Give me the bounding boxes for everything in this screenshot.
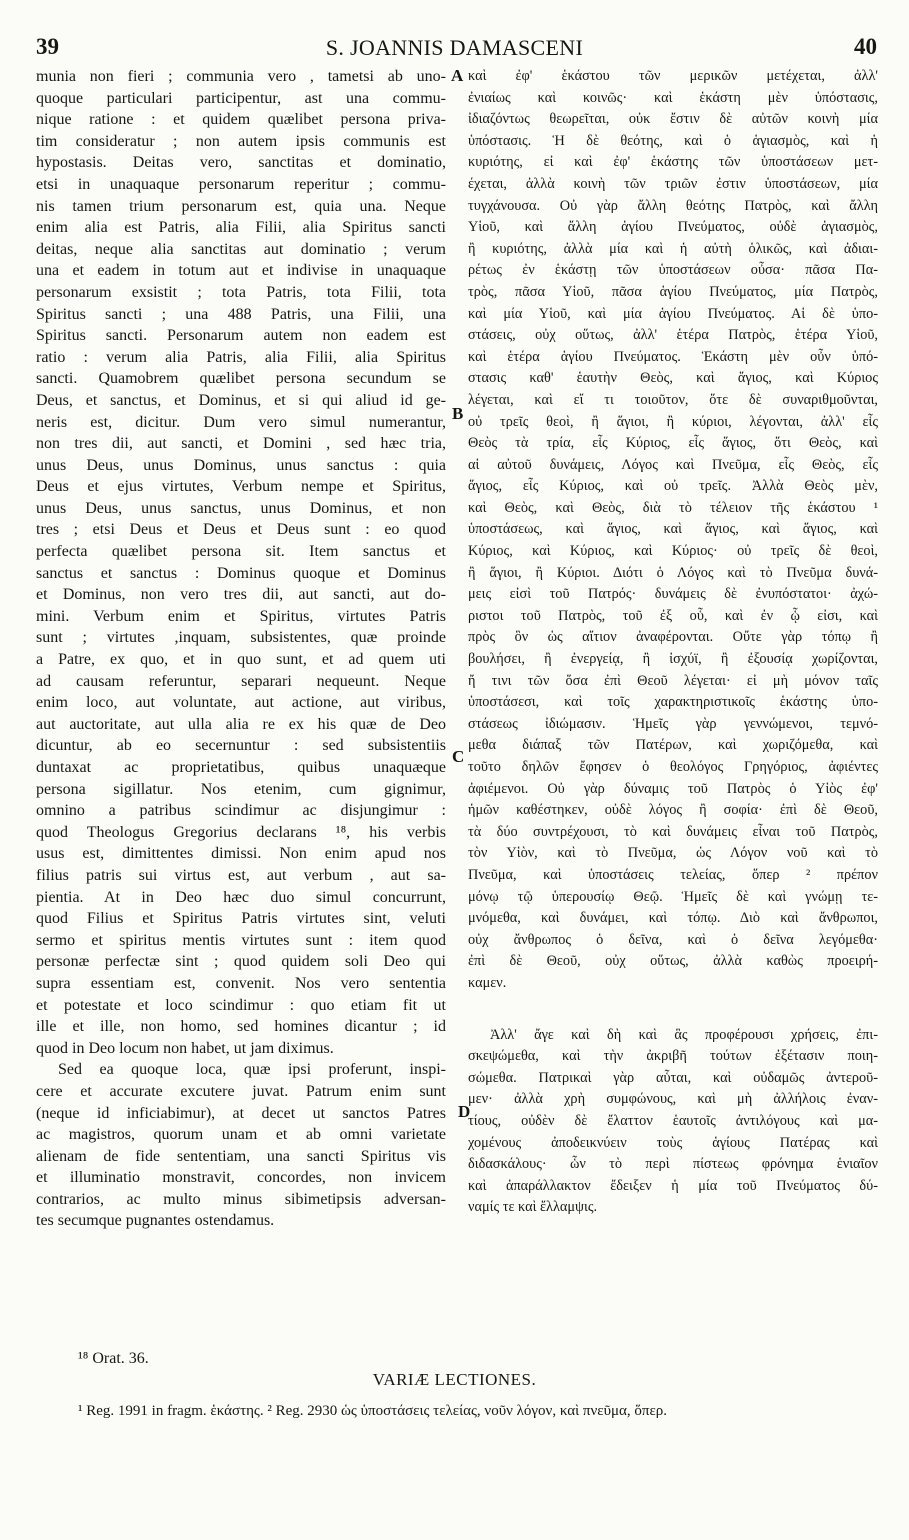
margin-mark-c: C	[452, 747, 465, 766]
latin-line: quod Theologus Gregorius declarans ¹⁸, his verbis	[36, 823, 446, 841]
latin-line: Deus et ejus virtutes, Verbum nempe et Spiritus,	[36, 478, 446, 496]
greek-line: καὶ Θεὸς, καὶ Θεὸς, διὰ τὸ τέλειον τῆς ἑκάστου ¹	[468, 499, 878, 516]
greek-line: καὶ ἀπαράλλακτον ἔδειξεν ἡ μία τοῦ Πνεύματος δύ-	[468, 1177, 878, 1194]
latin-line: ratio : verum alia Patris, alia Filii, alia Spiritus	[36, 348, 446, 366]
margin-mark-a: A	[451, 66, 464, 85]
latin-line: contrarios, ac multo minus sibimetipsis adversan-	[36, 1190, 446, 1208]
greek-line: Ἀλλ' ἄγε καὶ δὴ καὶ ἃς προφέρουσι χρήσεις, ἐπι-	[490, 1026, 878, 1043]
latin-line: personarum exsistit ; tota Patris, tota Filii, tota	[36, 283, 446, 301]
greek-line: Θεὸς τὰ τρία, εἷς Κύριος, εἷς ἅγιος, ὅτι Θεὸς, καὶ	[468, 435, 878, 452]
footnote: ¹⁸ Orat. 36.	[78, 1350, 149, 1367]
greek-line: πρὸς ὃν ὡς αἴτιον ἀναφέρονται. Οὔτε γὰρ τόπῳ ἢ	[468, 629, 878, 646]
latin-line: etsi in unaquaque personarum reperitur ; commu-	[36, 175, 446, 193]
latin-line: alienam de fide sententiam, una sancti Spiritus vis	[36, 1147, 446, 1165]
greek-line: οὐ τρεῖς θεοὶ, ἢ ἅγιοι, ἢ κύριοι, λέγονται, ἀλλ' εἷς	[468, 413, 878, 430]
greek-line: ριστοι τοῦ Πατρὸς, τοῦ ἐξ οὗ, καὶ ἐν ᾧ εἰσι, καὶ	[468, 607, 878, 624]
greek-line: τὸν Υἱὸν, καὶ τὸ Πνεῦμα, ὡς Λόγον νοῦ καὶ τὸ	[468, 845, 878, 862]
latin-line: nique ratione : et quidem quælibet persona priva-	[36, 111, 446, 129]
greek-line: ὑποστάσεως, καὶ ἅγιος, καὶ ἅγιος, καὶ ἅγιος, καὶ	[468, 521, 878, 538]
latin-line: duntaxat ac proprietatibus, quibus unaquæque	[36, 759, 446, 776]
greek-line: ἐνιαίως καὶ κοινῶς· καὶ ἑκάστη μὲν ὑπόστασις,	[468, 89, 878, 106]
greek-line: καμεν.	[468, 974, 507, 991]
latin-line: ad causam referuntur, separari nequeunt. Neque	[36, 672, 446, 690]
latin-line: aut auctoritate, aut ulla alia re ex his quæ de Deo	[36, 715, 446, 733]
latin-line: ille et ille, non homo, sed homines dicantur ; id	[36, 1018, 446, 1036]
greek-line: σώμεθα. Πατρικαὶ γὰρ αὗται, καὶ οὐδαμῶς ἀντεροῦ-	[468, 1069, 878, 1086]
latin-line: quoque particulari participentur, ast una commu-	[36, 89, 446, 107]
latin-line: (neque id inficiabimur), at decet ut sanctos Patres	[36, 1104, 446, 1122]
latin-line: personæ perfectæ sint ; quod quidem soli Deo qui	[36, 953, 446, 971]
latin-line: unus Deus, unus sanctus, unus Dominus, et non	[36, 499, 446, 517]
greek-line: ἰδιαζόντως θεωρεῖται, οὐκ ἔστιν δὲ αὐτῶν κοινὴ μία	[468, 111, 878, 128]
greek-line: τὰ δύο συντρέχουσι, τὸ καὶ δυνάμεις εἶναι τοῦ Πατρὸς,	[468, 823, 878, 840]
greek-line: μεις εἰσὶ τοῦ Πατρός· δυνάμεις δὲ ἐνυπόστατοι· ἀχώ-	[468, 586, 878, 603]
latin-line: nis tamen trium personarum est, quia una. Neque	[36, 197, 446, 215]
greek-line: ἅγιος, εἷς Κύριος, καὶ οὐ τρεῖς. Ἀλλὰ Θεὸς μὲν,	[468, 478, 878, 495]
greek-line: ἢ ἅγιοι, ἢ Κύριοι. Διότι ὁ Λόγος καὶ τὸ Πνεῦμα δυνά-	[468, 564, 878, 581]
latin-line: Deus, et sanctus, et Dominus, et si qui aliud id ge-	[36, 391, 446, 409]
latin-line: sanctus et sanctus : Dominus quoque et Dominus	[36, 564, 446, 582]
running-header	[32, 34, 877, 66]
greek-line: διδασκάλους· ὧν τὸ περὶ πίστεως φρόνημα ἑνιαῖον	[468, 1156, 878, 1173]
greek-line: βουλήσει, ἢ ἐνεργείᾳ, ἢ ἰσχύϊ, ἢ ἐξουσίᾳ χωρίζονται,	[468, 651, 878, 668]
greek-line: Υἱοῦ, καὶ ἄλλη ἁγίου Πνεύματος, οὐδὲ ἁγιασμὸς,	[468, 219, 878, 236]
latin-line: et Dominus, non vero tres dii, aut sancti, aut do-	[36, 586, 446, 604]
greek-line: μόνῳ τῷ ὑπερουσίῳ Θεῷ. Ἡμεῖς δὲ καὶ γνώμῃ τε-	[468, 888, 878, 905]
greek-line: ἐπὶ δὲ Θεοῦ, οὐχ οὕτως, ἀλλὰ καθὼς προειρή-	[468, 953, 878, 970]
greek-line: μνόμεθα, καὶ δυνάμει, καὶ τόπῳ. Διὸ καὶ ἄνθρωποι,	[468, 910, 878, 927]
greek-line: οὐχ ἄνθρωπος ὁ δεῖνα, καὶ ὁ δεῖνα λεγόμεθα·	[468, 931, 878, 948]
latin-line: omnino a patribus scindimur ac disjungimur :	[36, 802, 446, 820]
greek-line: καὶ ἐφ' ἑκάστου τῶν μερικῶν μετέχεται, ἀλλ'	[468, 68, 878, 84]
page-number-right: 40	[854, 34, 877, 59]
latin-line: ac magistros, quorum unam et ab omni varietate	[36, 1126, 446, 1144]
greek-line: ἤ τινι τῶν ὅσα ἐπὶ Θεοῦ λέγεται· εἰ μὴ μόνον ταῖς	[468, 672, 878, 689]
greek-line: τίους, οὐδὲν δὲ ἔλαττον ἑαυτοῖς ἀντιλόγους καὶ μα-	[468, 1112, 878, 1129]
latin-line: deitas, neque alia sanctitas aut dominatio ; verum	[36, 240, 446, 258]
greek-line: καὶ ἑτέρα ἁγίου Πνεύματος. Ἑκάστη μὲν οὖν ὑπό-	[468, 348, 878, 365]
greek-line: ὑπόστασις. Ἡ δὲ θεότης, καὶ ὁ ἁγιασμὸς, καὶ ἡ	[468, 132, 878, 149]
greek-line: σκεψώμεθα, καὶ τὴν ἀκριβῆ τούτων ἐξέτασιν ποιη-	[468, 1048, 878, 1065]
latin-line: Spiritus sancti ; una 488 Patris, una Filii, una	[36, 305, 446, 323]
latin-line: perfecta quælibet persona sit. Item sanctus et	[36, 543, 446, 561]
latin-line: una et eadem in totum aut et indivise in unaquaque	[36, 262, 446, 280]
latin-line: quod Filius et Spiritus Patris virtutes sint, veluti	[36, 910, 446, 928]
greek-line: μεθα διάπαξ τῶν Πατέρων, καὶ χωριζόμεθα, καὶ	[468, 737, 878, 754]
greek-column	[468, 66, 878, 1219]
greek-line: ἡμῶν καθέστηκεν, οὐδὲ λόγος ἢ σοφία· ἐπὶ δὲ Θεοῦ,	[468, 802, 878, 819]
latin-line: Spiritus sancti. Personarum autem non eadem est	[36, 327, 446, 345]
variae-lectiones-text: ¹ Reg. 1991 in fragm. ἑκάστης. ² Reg. 2930 ὡς ὑποστάσεις τελείας, νοῦν λόγον, καὶ πνεῦμα, ὅπερ.	[78, 1403, 667, 1419]
latin-line: enim loco, aut voluntate, aut actione, aut viribus,	[36, 694, 446, 712]
latin-line: tes secumque pugnantes ostendamus.	[36, 1212, 275, 1230]
latin-line: hypostasis. Deitas vero, sanctitas et dominatio,	[36, 154, 446, 172]
greek-line: καὶ μία Υἱοῦ, καὶ μία ἁγίου Πνεύματος. Αἱ δὲ ὑπο-	[468, 305, 878, 322]
margin-mark-b: B	[452, 404, 464, 423]
latin-line: munia non fieri ; communia vero , tametsi ab uno-	[36, 68, 446, 85]
latin-line: mini. Verbum enim et Spiritus, virtutes Patris	[36, 607, 446, 625]
page-number-left: 39	[36, 34, 59, 59]
latin-line: dicuntur, ab eo secernuntur : sed subsistentiis	[36, 737, 446, 755]
latin-line: a Patre, ex quo, et in quo sunt, et ad quem uti	[36, 651, 446, 669]
latin-line: enim alia est Patris, alia Filii, alia Spiritus sancti	[36, 219, 446, 237]
greek-line: ρέτως ἐν ἑκάστῃ τῶν ὑποστάσεων οὖσα· πᾶσα Πα-	[468, 262, 878, 279]
greek-line: στάσεως ἰδιώμασιν. Ἡμεῖς γὰρ γεννώμενοι, τεμνό-	[468, 715, 878, 732]
greek-line: έχεται, ἀλλὰ κοινὴ τῶν τριῶν ἐστιν ὑποστάσεων, μία	[468, 175, 878, 192]
greek-line: στάσεις, οὐχ οὕτως, ἀλλ' ἑτέρα Πατρὸς, ἑτέρα Υἱοῦ,	[468, 327, 878, 344]
greek-line: Πνεῦμα, καὶ ὑποστάσεις τελείας, ὅπερ ² πρέπον	[468, 866, 878, 883]
latin-line: filius patris sui virtus est, aut verbum , aut sa-	[36, 866, 446, 884]
greek-line: Κύριος, καὶ Κύριος, καὶ Κύριος· οὐ τρεῖς δὲ θεοὶ,	[468, 543, 878, 560]
variae-lectiones-title: VARIÆ LECTIONES.	[372, 1370, 537, 1389]
margin-mark-d: D	[458, 1102, 471, 1121]
greek-line: αἱ αὐτοῦ δυνάμεις, Λόγος καὶ Πνεῦμα, εἷς Θεὸς, εἷς	[468, 456, 878, 473]
greek-line: τρὸς, πᾶσα Υἱοῦ, πᾶσα ἁγίου Πνεύματος, μία Πατρὸς,	[468, 283, 878, 300]
latin-line: unus Deus, unus Dominus, unus sanctus : quia	[36, 456, 446, 474]
latin-column	[36, 66, 446, 1232]
latin-line: neris est, dicitur. Dum vero simul numerantur,	[36, 413, 446, 431]
latin-line: supra essentiam est, convenit. Nos vero sententia	[36, 974, 446, 992]
greek-line: τοῦτο δηλῶν ἔφησεν ὁ θεολόγος Γρηγόριος, ἀφιέντες	[468, 759, 878, 775]
latin-line: persona sigillatur. Nos etenim, cum gignimur,	[36, 780, 446, 798]
greek-line: λέγεται, καὶ εἴ τι τοιοῦτον, ὅτε δὲ συναριθμοῦνται,	[468, 391, 878, 408]
latin-line: cere et accurate excutere juvat. Patrum enim sunt	[36, 1082, 446, 1100]
latin-line: et potestate et loco scindimur : quo etiam fit ut	[36, 996, 446, 1014]
greek-line: ἀφιέμενοι. Οὐ γὰρ δύναμις τοῦ Πατρὸς ὁ Υἱὸς ἐφ'	[468, 780, 878, 797]
greek-line: ναμίς τε καὶ ἔλλαμψις.	[468, 1199, 598, 1216]
latin-line: sunt ; virtutes ,inquam, subsistentes, quæ proinde	[36, 629, 446, 647]
latin-line: tim consideratur ; non autem ipsis communis est	[36, 132, 446, 150]
latin-line: quod in Deo locum non habet, ut jam diximus.	[36, 1039, 334, 1057]
latin-line: sermo et spiritus mentis virtutes sunt : item quod	[36, 931, 446, 949]
greek-line: τυγχάνουσα. Οὐ γὰρ ἄλλη θεότης Πατρὸς, καὶ ἄλλη	[468, 197, 878, 214]
latin-line: usus est, dimittentes dimissi. Non enim apud nos	[36, 845, 446, 863]
greek-line: ἢ κυριότης, ἀλλὰ μία καὶ ἡ αὐτὴ ὁλικῶς, καὶ ἀδιαι-	[468, 240, 878, 257]
greek-line: μεν· ἀλλὰ χρὴ συμφώνους, καὶ μὴ ἀλλήλοις ἐναν-	[468, 1091, 878, 1108]
latin-line: pientia. At in Deo hæc duo simul concurrunt,	[36, 888, 446, 906]
latin-line: non tres dii, aut sancti, et Domini , sed hæc tria,	[36, 435, 446, 453]
greek-line: χομένους ἀποδεικνύειν τοὺς ἁγίους Πατέρας καὶ	[468, 1134, 878, 1151]
latin-line: Sed ea quoque loca, quæ ipsi proferunt, inspi-	[58, 1061, 446, 1079]
latin-line: tres ; etsi Deus et Deus et Deus sunt : eo quod	[36, 521, 446, 539]
running-title: S. JOANNIS DAMASCENI	[325, 35, 584, 60]
greek-line: κυριότης, εἰ καὶ ἐφ' ἑκάστης τῶν ὑποστάσεων μετ-	[468, 154, 878, 171]
greek-line: στασις καθ' ἑαυτὴν Θεὸς, καὶ ἅγιος, καὶ Κύριος	[468, 370, 878, 387]
latin-line: et illuminatio monstravit, concordes, non invicem	[36, 1169, 446, 1187]
latin-line: sancti. Quamobrem quælibet persona secundum se	[36, 370, 446, 388]
greek-line: ὑποστάσεσι, καὶ τοῖς χαρακτηριστικοῖς ἑκάστης ὑπο-	[468, 694, 878, 711]
